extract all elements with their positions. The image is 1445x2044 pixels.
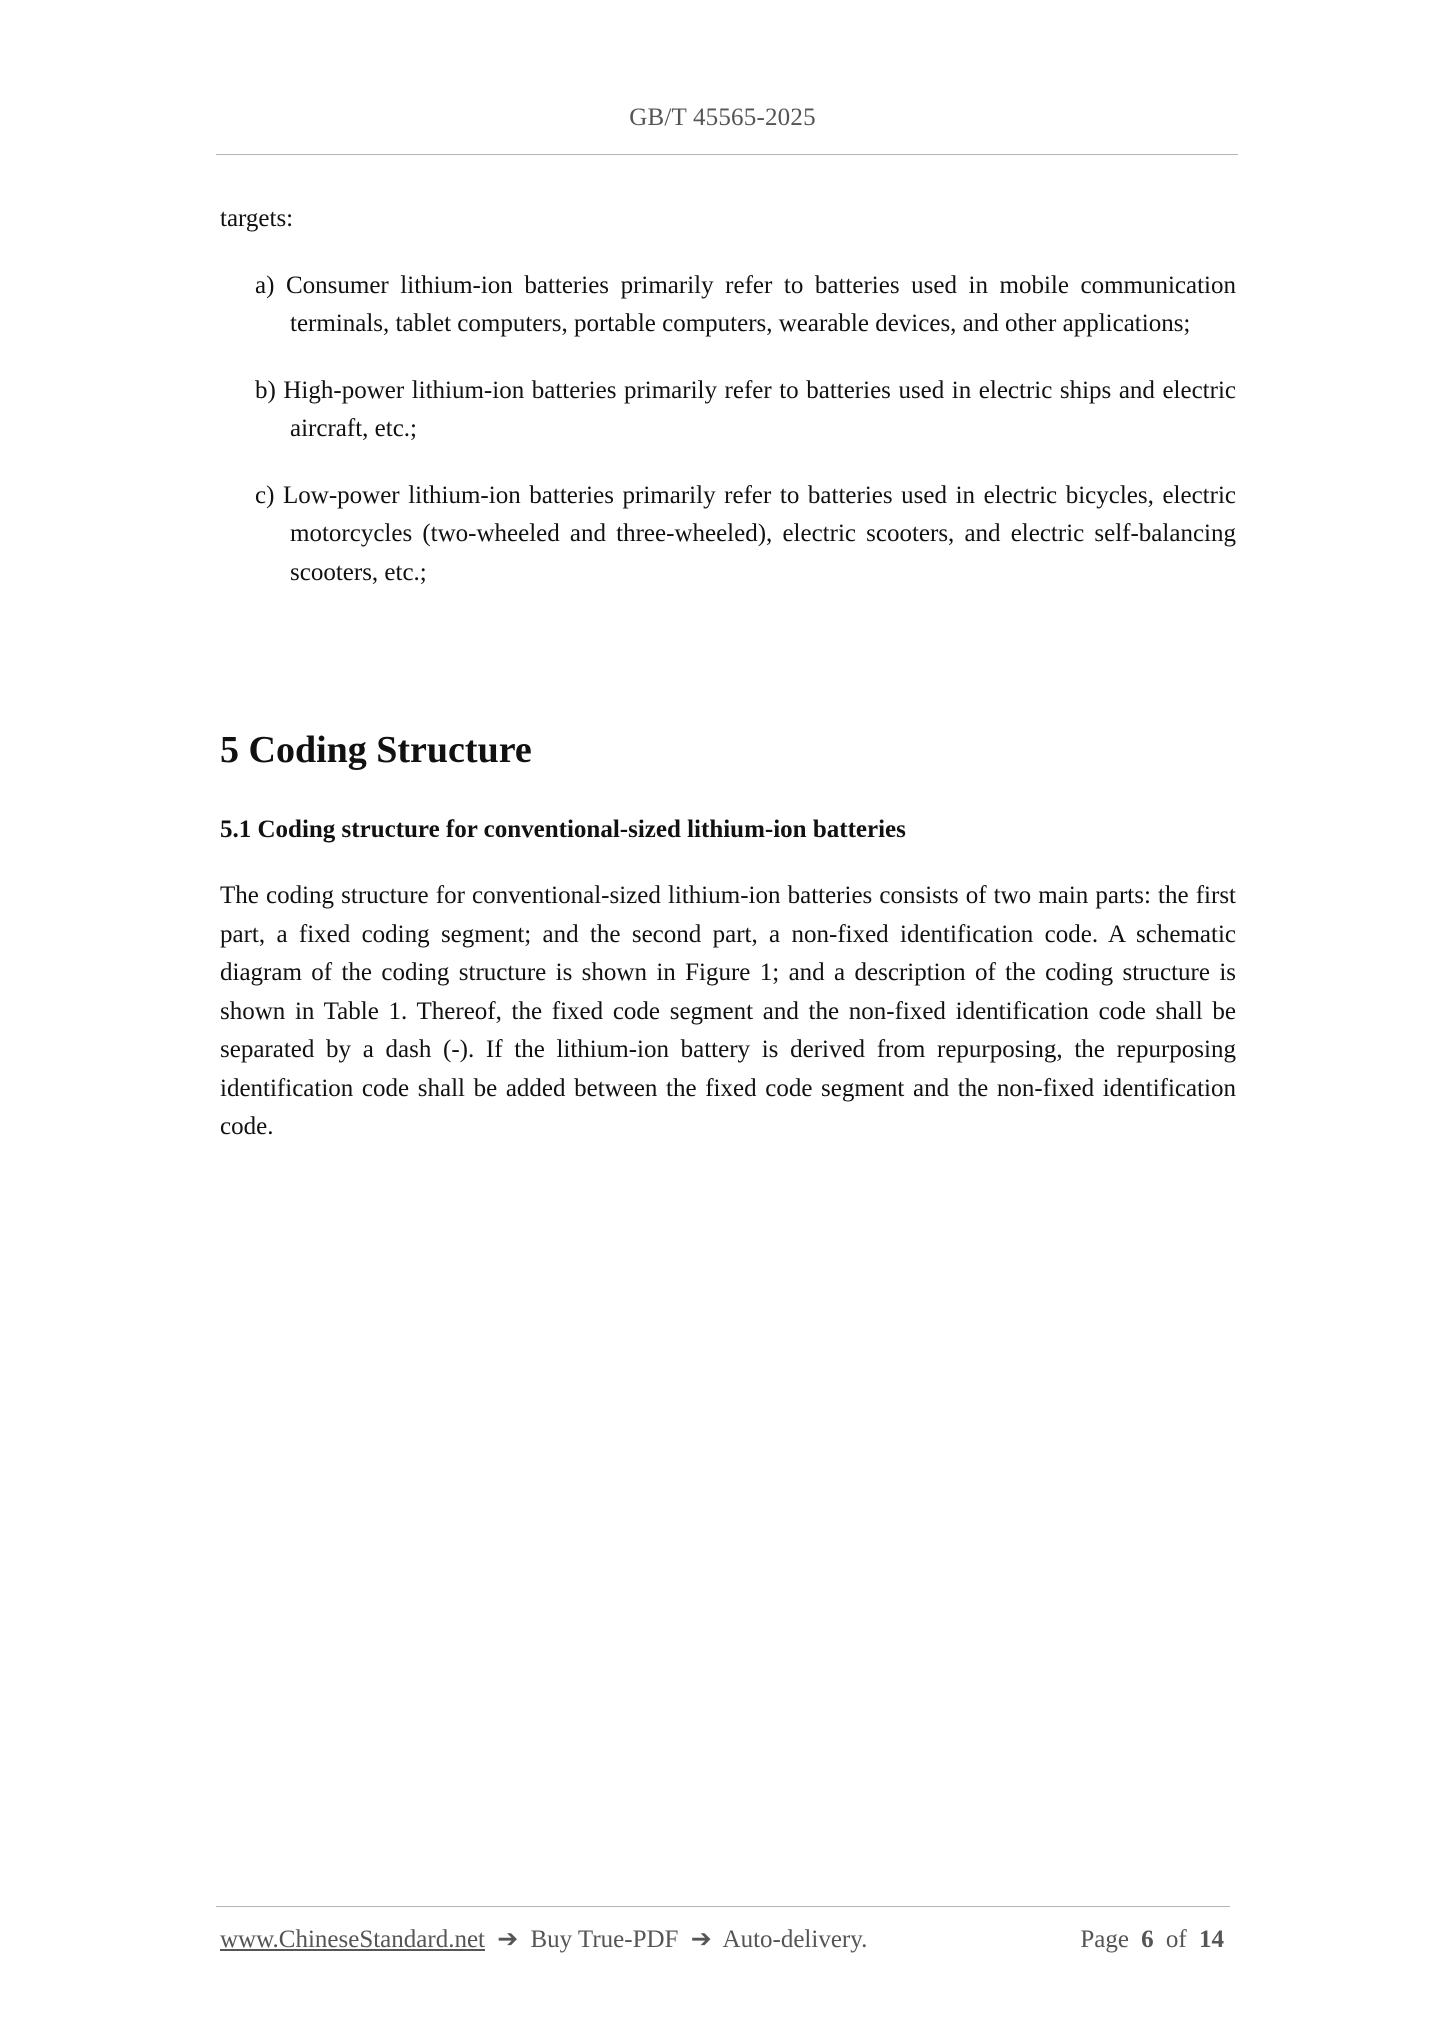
lead-text: targets: bbox=[220, 205, 294, 232]
footer-divider bbox=[216, 1906, 1230, 1907]
header-divider bbox=[216, 154, 1238, 155]
of-label: of bbox=[1165, 1926, 1187, 1953]
arrow-right-icon: ➔ bbox=[497, 1926, 519, 1953]
battery-category-list bbox=[220, 267, 1236, 593]
subclause-heading: 5.1 Coding structure for conventional-sized lithium-ion batteries bbox=[220, 816, 906, 843]
list-item: a) Consumer lithium-ion batteries primarily refer to batteries used in mobile communication terminals, tablet computers, portable computers, wearable devices, and other applications; bbox=[255, 271, 1236, 337]
footer-promo bbox=[220, 1922, 867, 1958]
clause-heading: 5 Coding Structure bbox=[220, 729, 532, 771]
list-item: c) Low-power lithium-ion batteries primarily refer to batteries used in electric bicycles, electric motorcycles (two-wheeled and three-wheeled), electric scooters, and electric self-balancing scooters, etc.; bbox=[255, 481, 1236, 586]
list-item: b) High-power lithium-ion batteries primarily refer to batteries used in electric ships and electric aircraft, etc.; bbox=[255, 376, 1236, 442]
total-pages-number: 14 bbox=[1199, 1926, 1224, 1953]
page-content bbox=[220, 200, 1236, 1147]
page-label: Page bbox=[1080, 1926, 1129, 1953]
buy-pdf-text: Buy True-PDF bbox=[530, 1926, 679, 1953]
current-page-number: 6 bbox=[1141, 1926, 1154, 1953]
delivery-text: Auto-delivery. bbox=[722, 1926, 868, 1953]
page-number bbox=[1080, 1922, 1230, 1958]
subclause-body-paragraph: The coding structure for conventional-sized lithium-ion batteries consists of two main parts: the first part, a fixed coding segment; and the second part, a non-fixed identification code. A schematic diagram of the coding structure is shown in Figure 1; and a description of the coding structure is shown in Table 1. Thereof, the fixed code segment and the non-fixed identification code shall be separated by a dash (-). If the lithium-ion battery is derived from repurposing, the repurposing identification code shall be added between the fixed code segment and the non-fixed identification code. bbox=[220, 882, 1236, 1140]
arrow-right-icon: ➔ bbox=[690, 1926, 712, 1953]
site-link[interactable]: www.ChineseStandard.net bbox=[220, 1926, 485, 1953]
document-code-header: GB/T 45565-2025 bbox=[629, 104, 816, 131]
